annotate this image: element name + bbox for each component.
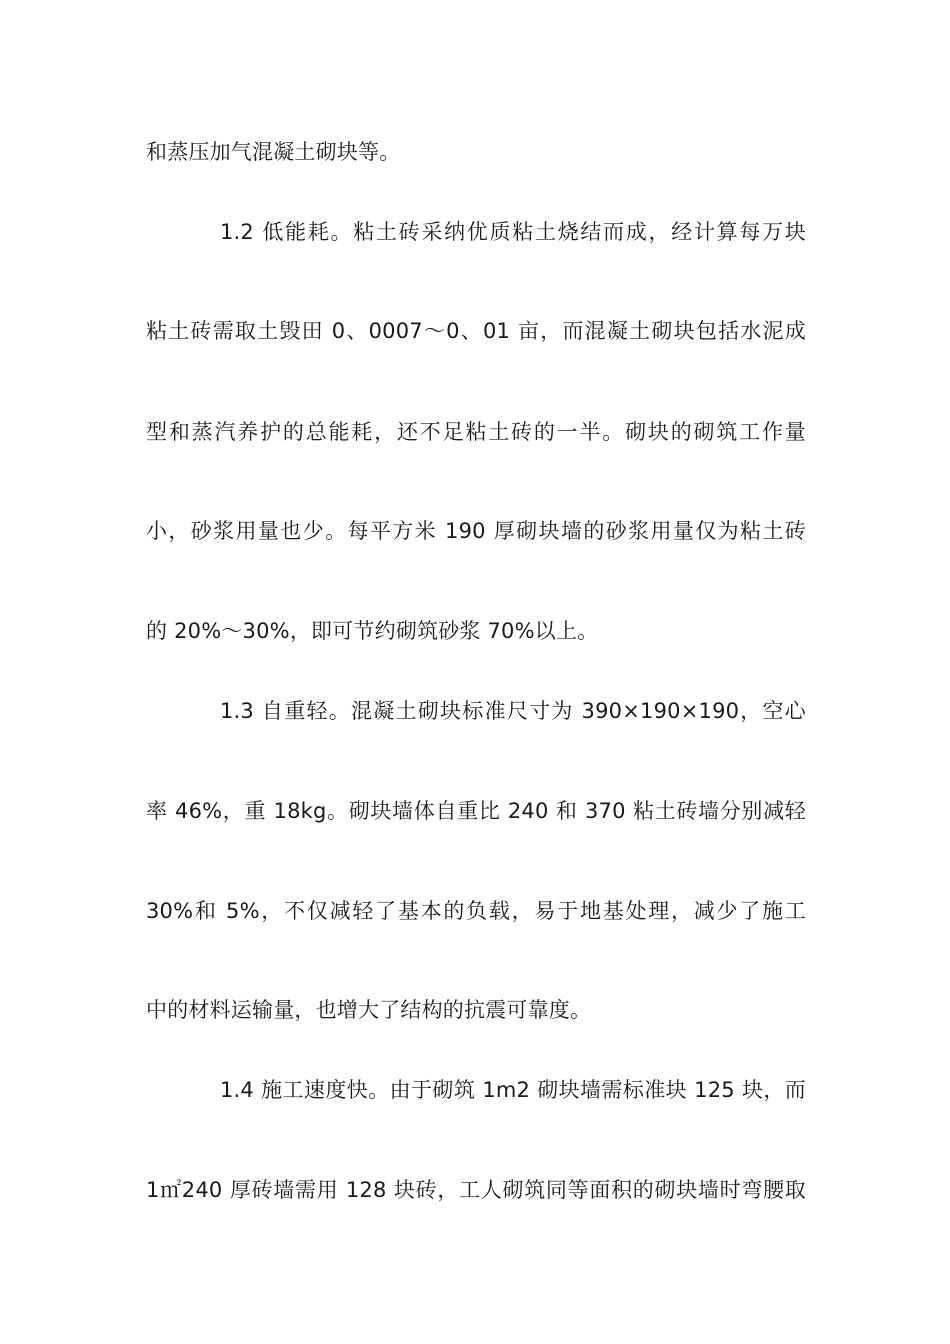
- paragraph-line: 1.3 自重轻。混凝土砌块标准尺寸为 390×190×190，空心: [220, 699, 806, 723]
- paragraph-line: 中的材料运输量，也增大了结构的抗震可靠度。: [146, 998, 592, 1022]
- paragraph-line: 的 20%～30%，即可节约砌筑砂浆 70%以上。: [146, 619, 599, 643]
- paragraph-line: 1.2 低能耗。粘土砖采纳优质粘土烧结而成，经计算每万块: [220, 220, 806, 244]
- paragraph-line: 粘土砖需取土毁田 0、0007～0、01 亩，而混凝土砌块包括水泥成: [146, 319, 806, 343]
- paragraph-line: 小，砂浆用量也少。每平方米 190 厚砌块墙的砂浆用量仅为粘土砖: [146, 519, 806, 543]
- paragraph-line: 1㎡240 厚砖墙需用 128 块砖，工人砌筑同等面积的砌块墙时弯腰取: [146, 1178, 806, 1202]
- paragraph-line: 型和蒸汽养护的总能耗，还不足粘土砖的一半。砌块的砌筑工作量: [146, 420, 806, 444]
- paragraph-line: 1.4 施工速度快。由于砌筑 1m2 砌块墙需标准块 125 块，而: [220, 1078, 806, 1102]
- paragraph-line: 率 46%，重 18kg。砌块墙体自重比 240 和 370 粘土砖墙分别减轻: [146, 799, 806, 823]
- paragraph-line: 和蒸压加气混凝土砌块等。: [146, 140, 401, 164]
- paragraph-line: 30%和 5%，不仅减轻了基本的负载，易于地基处理，减少了施工: [146, 899, 806, 923]
